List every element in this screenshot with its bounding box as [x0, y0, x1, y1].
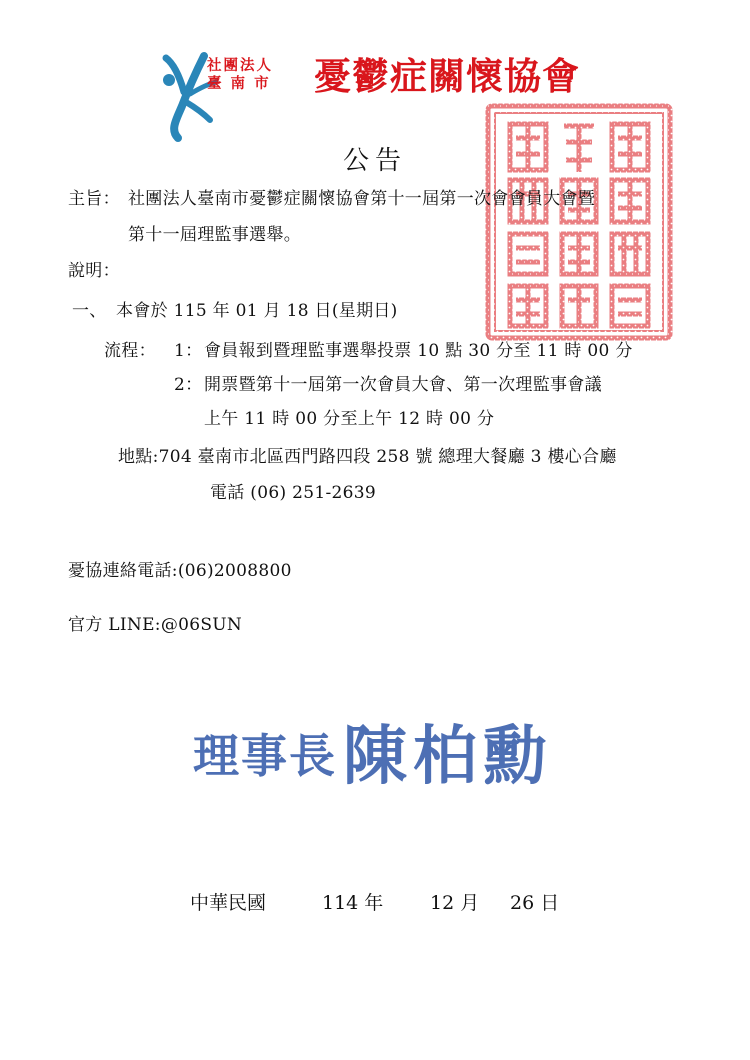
chairman-signature-stamp — [193, 712, 558, 788]
date-year: 114 年 — [322, 892, 384, 914]
date-era: 中華民國 — [190, 892, 267, 914]
org-name: 憂鬱症關懷協會 — [314, 54, 580, 98]
official-seal — [484, 102, 674, 342]
date-month: 12 月 — [430, 892, 480, 914]
subject-line1: 社團法人臺南市憂鬱症關懷協會第十一屆第一次會會員大會暨 — [128, 189, 596, 209]
location: 地點:704 臺南市北區西門路四段 258 號 總理大餐廳 3 樓心合廳 — [118, 447, 617, 467]
subject-label: 主旨： — [68, 189, 120, 209]
item1-text: 本會於 115 年 01 月 18 日(星期日) — [116, 301, 398, 321]
svg-text:陳柏勳: 陳柏勳 — [343, 719, 553, 788]
contact-phone: 憂協連絡電話:(06)2008800 — [68, 561, 292, 581]
official-line-id: 官方 LINE:@06SUN — [68, 615, 243, 635]
process-step-2-num: 2： — [174, 375, 203, 395]
venue-phone: 電話 (06) 251-2639 — [210, 483, 376, 503]
svg-text:理事長: 理事長 — [193, 729, 337, 783]
org-prefix — [207, 57, 273, 93]
page-title: 公告 — [342, 146, 407, 176]
process-step-2-text: 開票暨第十一屆第一次會員大會、第一次理監事會議 — [204, 375, 602, 395]
process-step-2-time: 上午 11 時 00 分至上午 12 時 00 分 — [204, 409, 495, 429]
org-prefix-line2: 臺 南 市 — [207, 75, 271, 92]
org-prefix-line1: 社團法人 — [207, 57, 273, 74]
explanation-label: 說明： — [68, 261, 120, 281]
process-step-1-num: 1： — [174, 341, 203, 361]
item1-label: 一、 — [72, 301, 107, 321]
subject-line2: 第十一屆理監事選舉。 — [128, 225, 301, 245]
process-step-1-text: 會員報到暨理監事選舉投票 10 點 30 分至 11 時 00 分 — [204, 341, 633, 361]
date-day: 26 日 — [510, 892, 560, 914]
process-label: 流程： — [104, 341, 156, 361]
